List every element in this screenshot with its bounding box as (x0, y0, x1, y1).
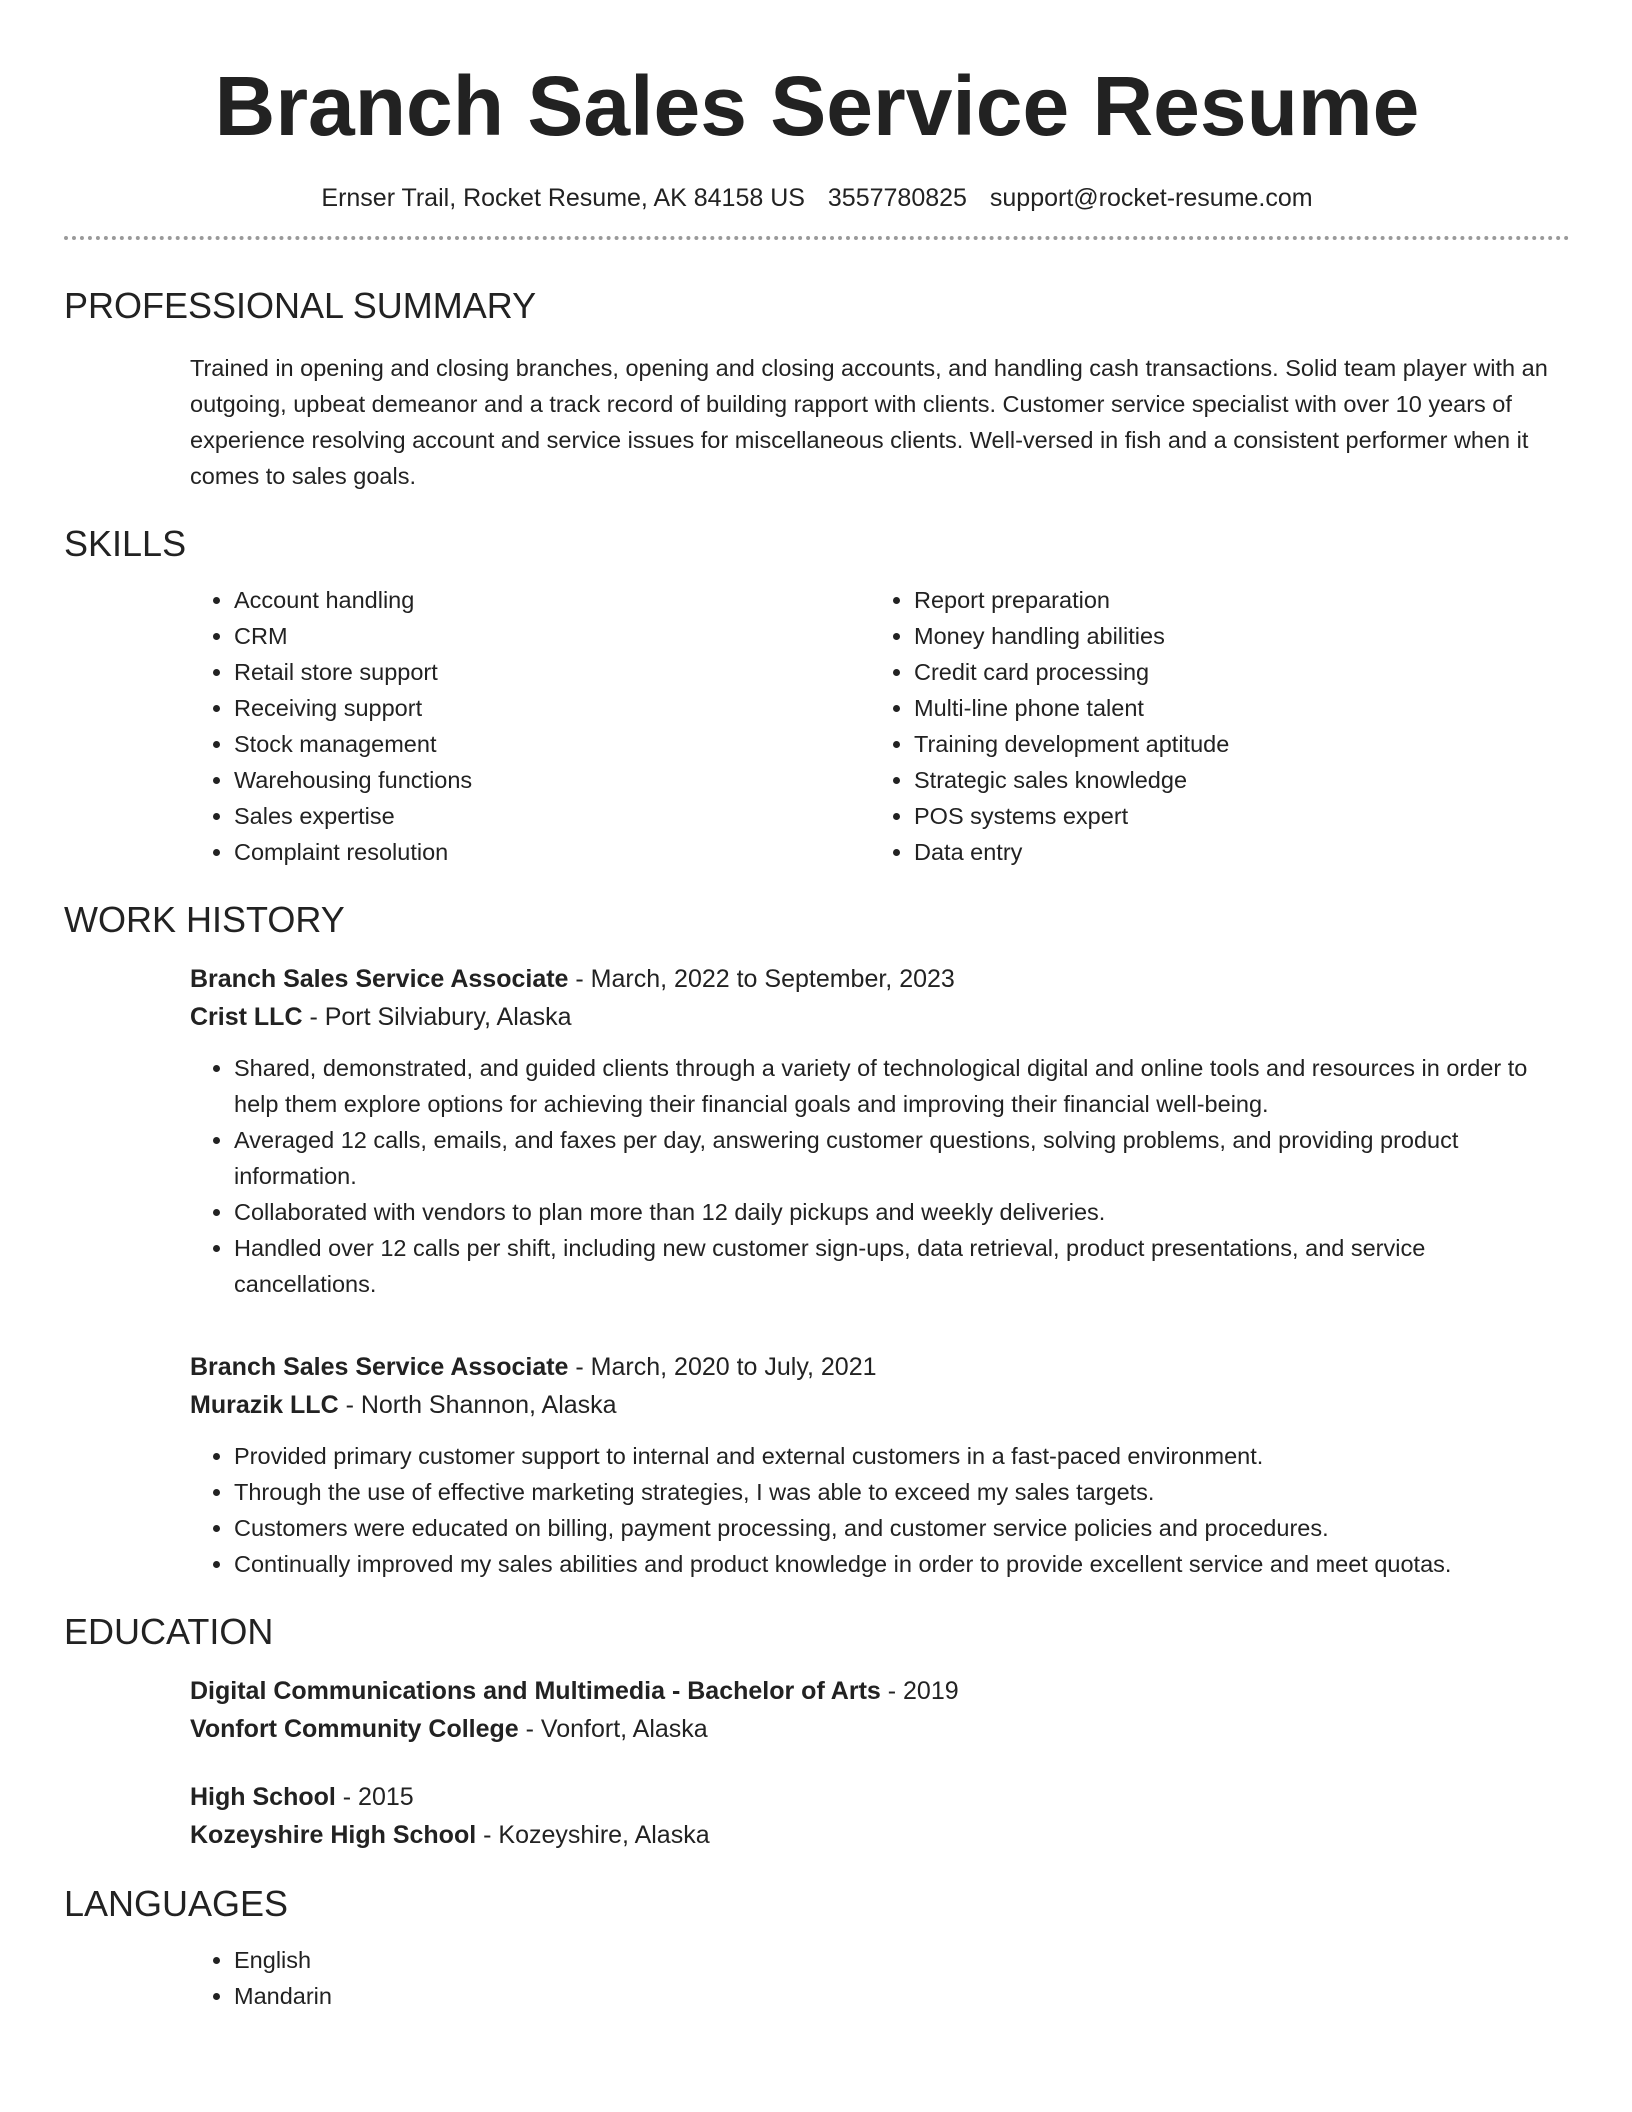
skill-item: • Training development aptitude (914, 726, 1550, 762)
education-school-line (190, 1816, 1570, 1854)
skill-item: • CRM (234, 618, 870, 654)
job-title: Branch Sales Service Associate (190, 965, 569, 993)
education-school: Vonfort Community College (190, 1715, 519, 1743)
education-school-line (190, 1710, 1570, 1748)
work-history-section (64, 898, 1570, 1582)
contact-phone: 3557780825 (827, 184, 967, 212)
education-location: - Vonfort, Alaska (518, 1715, 708, 1743)
education-degree-line (190, 1672, 1570, 1710)
job-company-line (190, 998, 1570, 1036)
education-entry (190, 1778, 1570, 1854)
job-bullets (190, 1438, 1570, 1582)
skill-item: • Money handling abilities (914, 618, 1550, 654)
job-title-line (190, 1348, 1570, 1386)
summary-heading: PROFESSIONAL SUMMARY (64, 285, 537, 326)
job-bullet: • Through the use of effective marketing strategies, I was able to exceed my sales targets. (234, 1474, 1570, 1510)
education-school: Kozeyshire High School (190, 1821, 477, 1849)
job-entry (190, 1348, 1570, 1582)
job-entry (190, 960, 1570, 1302)
contact-address: Ernser Trail, Rocket Resume, AK 84158 US (321, 184, 805, 212)
skill-item: • Receiving support (234, 690, 870, 726)
job-dates: - March, 2020 to July, 2021 (568, 1353, 877, 1381)
job-bullet: • Averaged 12 calls, emails, and faxes per day, answering customer questions, solving problems, and providing product information. (234, 1122, 1570, 1194)
job-company-line (190, 1386, 1570, 1424)
contact-line (64, 182, 1570, 214)
job-company: Murazik LLC (190, 1391, 339, 1419)
skill-item: • Data entry (914, 834, 1550, 870)
skill-item: • Account handling (234, 582, 870, 618)
job-bullet: • Collaborated with vendors to plan more than 12 daily pickups and weekly deliveries. (234, 1194, 1570, 1230)
skill-item: • Report preparation (914, 582, 1550, 618)
languages-list (190, 1942, 1570, 2014)
education-heading: EDUCATION (64, 1611, 274, 1652)
education-location: - Kozeyshire, Alaska (476, 1821, 710, 1849)
skills-heading: SKILLS (64, 523, 187, 564)
summary-section (64, 284, 1570, 494)
skill-item: • Credit card processing (914, 654, 1550, 690)
job-location: - Port Silviabury, Alaska (302, 1003, 572, 1031)
education-degree: Digital Communications and Multimedia - Bachelor of Arts (190, 1677, 881, 1705)
skills-left-column (190, 582, 870, 870)
education-degree-line (190, 1778, 1570, 1816)
job-bullet: • Customers were educated on billing, payment processing, and customer service policies and procedures. (234, 1510, 1570, 1546)
skill-item: • POS systems expert (914, 798, 1550, 834)
skills-grid (190, 582, 1570, 870)
education-year: - 2019 (880, 1677, 959, 1705)
resume-page (64, 0, 1570, 2014)
skills-right-column (870, 582, 1550, 870)
job-bullet: • Handled over 12 calls per shift, including new customer sign-ups, data retrieval, product presentations, and service cancellations. (234, 1230, 1570, 1302)
skill-item: • Warehousing functions (234, 762, 870, 798)
job-bullet: • Shared, demonstrated, and guided clients through a variety of technological digital and online tools and resources in order to help them explore options for achieving their financial goals and improving their financial well-being. (234, 1050, 1570, 1122)
skill-item: • Stock management (234, 726, 870, 762)
job-bullet: • Provided primary customer support to internal and external customers in a fast-paced environment. (234, 1438, 1570, 1474)
language-item: • Mandarin (234, 1978, 1570, 2014)
summary-text: Trained in opening and closing branches, opening and closing accounts, and handling cash transactions. Solid team player with an outgoing, upbeat demeanor and a track record of building rapport with clients. Customer service specialist with over 10 years of experience resolving account and service issues for miscellaneous clients. Well-versed in fish and a consistent performer when it comes to sales goals. (190, 355, 1548, 489)
job-bullet: • Continually improved my sales abilities and product knowledge in order to provide excellent service and meet quotas. (234, 1546, 1570, 1582)
skill-item: • Multi-line phone talent (914, 690, 1550, 726)
job-title-line (190, 960, 1570, 998)
skill-item: • Sales expertise (234, 798, 870, 834)
languages-heading: LANGUAGES (64, 1883, 289, 1924)
job-title: Branch Sales Service Associate (190, 1353, 569, 1381)
skill-item: • Complaint resolution (234, 834, 870, 870)
skills-section (64, 522, 1570, 870)
skill-item: • Retail store support (234, 654, 870, 690)
language-item: • English (234, 1942, 1570, 1978)
resume-title: Branch Sales Service Resume (214, 59, 1420, 153)
header-divider (64, 236, 1570, 240)
contact-email: support@rocket-resume.com (989, 184, 1313, 212)
education-year: - 2015 (335, 1783, 414, 1811)
education-entry (190, 1672, 1570, 1748)
skill-item: • Strategic sales knowledge (914, 762, 1550, 798)
job-dates: - March, 2022 to September, 2023 (568, 965, 955, 993)
education-degree: High School (190, 1783, 336, 1811)
languages-section (64, 1882, 1570, 2014)
job-location: - North Shannon, Alaska (338, 1391, 617, 1419)
job-company: Crist LLC (190, 1003, 303, 1031)
education-section (64, 1610, 1570, 1854)
job-bullets (190, 1050, 1570, 1302)
work-history-heading: WORK HISTORY (64, 899, 345, 940)
